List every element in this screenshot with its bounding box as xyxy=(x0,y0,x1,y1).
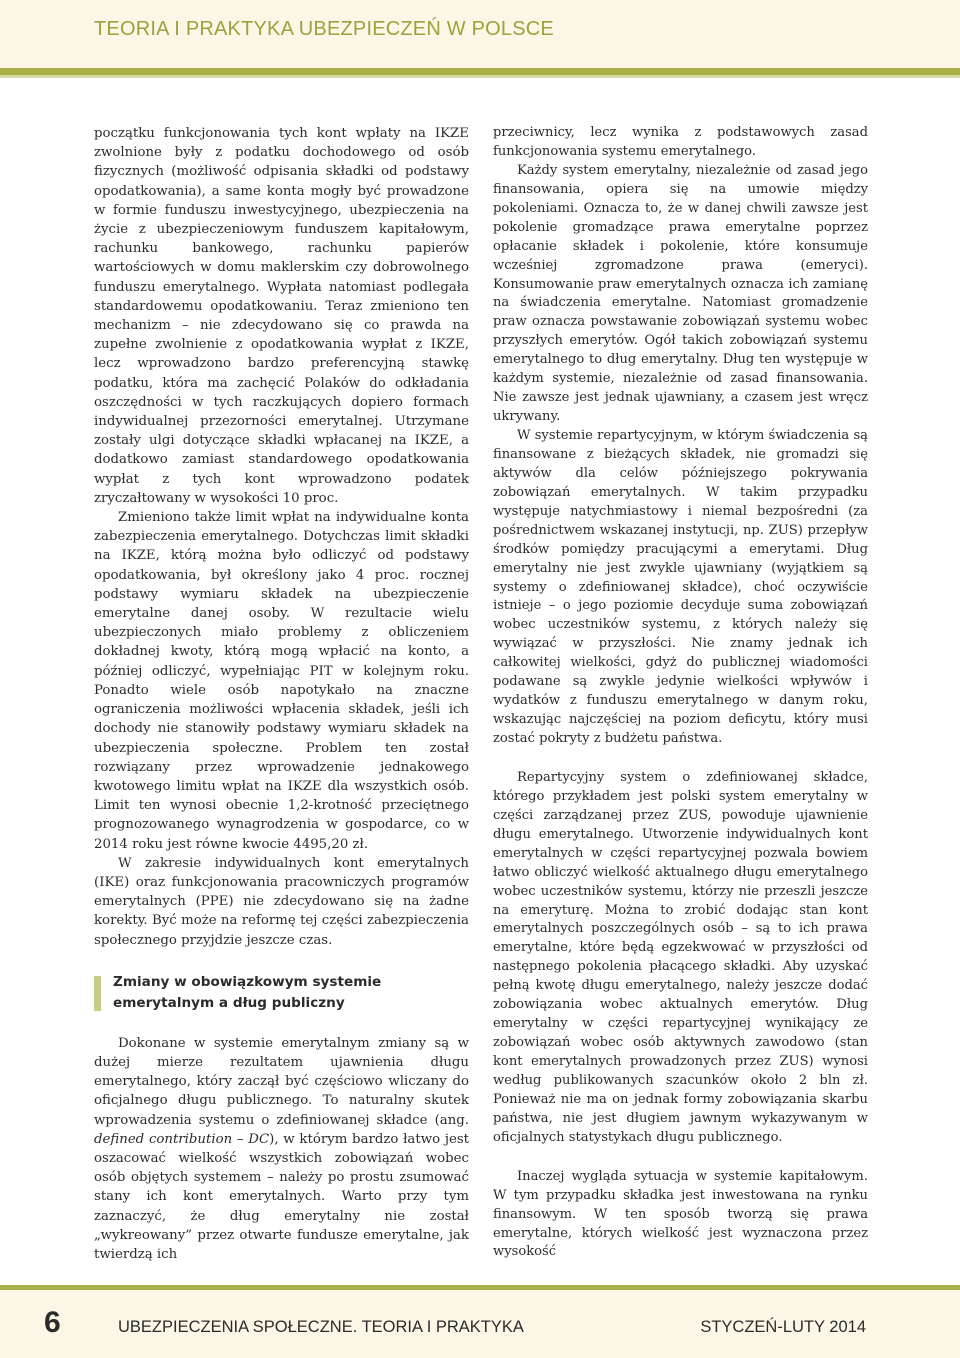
paragraph-text: Dokonane w systemie emerytalnym zmiany są w dużej mierze rezultatem ujawnienia długu emerytalnego, który zaczął być częściowo wliczany do oficjalnego długu publicznego. To naturalny skutek wprowadzenia systemu o zdefiniowanej składce (ang. xyxy=(94,1035,469,1128)
running-header-title: TEORIA I PRAKTYKA UBEZPIECZEŃ W POLSCE xyxy=(94,18,554,40)
issue-date: STYCZEŃ-LUTY 2014 xyxy=(700,1318,866,1336)
italic-term: defined contribution – DC xyxy=(94,1131,270,1147)
section-heading-text: Zmiany w obowiązkowym systemie emerytalnym a dług publiczny xyxy=(113,973,382,1011)
heading-accent-bar xyxy=(94,976,101,1011)
paragraph: W systemie repartycyjnym, w którym świadczenia są finansowane z bieżących składek, nie gromadzi się aktywów dla celów późniejszego pokrywania zobowiązań emerytalnych. W takim przypadku występuje natychmiastowy i niemal bezpośredni (za pośrednictwem wskazanej instytucji, np. ZUS) przepływ środków pomiędzy pracującymi a emerytami. Dług emerytalny nie jest zwykle ujawniany (wyjątkiem są systemy o zdefiniowanej składce), choć oczywiście istnieje – o jego poziomie decyduje suma zobowiązań wobec uczestników systemu, z których należy się wywiązać w przyszłości. Nie znamy jednak ich całkowitej wielkości, gdyż do publicznej wiadomości podawane są zwykle jedynie wielkości wpływów i wydatków z funduszu emerytalnego w danym roku, wskazując najczęściej na poziom deficytu, który musi zostać pokryty z budżetu państwa. xyxy=(493,428,868,746)
paragraph: W zakresie indywidualnych kont emerytalnych (IKE) oraz funkcjonowania pracowniczych programów emerytalnych (PPE) nie zdecydowano się na żadne korekty. Być może na reformę tej części zabezpieczenia społecznego przyjdzie jeszcze czas. xyxy=(94,855,469,948)
header-rule xyxy=(0,68,960,75)
right-column xyxy=(493,124,868,1262)
paragraph: Każdy system emerytalny, niezależnie od zasad jego finansowania, opiera się na umowie między pokoleniami. Oznacza to, że w danej chwili zawsze jest pokolenie gromadzące prawa emerytalne poprzez opłacanie składek i pokolenie, które konsumuje wcześniej zgromadzone prawa (emeryci). Konsumowanie praw emerytalnych oznacza ich zamianę na świadczenia emerytalne. Natomiast gromadzenie praw oznacza powstawanie zobowiązań systemu wobec przyszłych emerytów. Ogół takich zobowiązań systemu emerytalnego to dług emerytalny. Dług ten występuje w każdym systemie, niezależnie od zasad finansowania. Nie zawsze jest jednak ujawniany, a czasem jest wręcz ukrywany. xyxy=(493,162,868,425)
page-number: 6 xyxy=(44,1306,61,1339)
paragraph: początku funkcjonowania tych kont wpłaty na IKZE zwolnione były z podatku dochodowego od osób fizycznych (możliwość odpisania składki od podstawy opodatkowania), a same konta mogły być prowadzone w formie funduszu inwestycyjnego, ubezpieczenia na życie z ubezpieczeniowym funduszem kapitałowym, rachunku bankowego, rachunku papierów wartościowych w domu maklerskim czy dobrowolnego funduszu emerytalnego. Wypłata natomiast podlegała standardowemu opodatkowaniu. Teraz zmieniono ten mechanizm – nie zdecydowano się co prawda na zupełne zwolnienie z opodatkowania wypłat z IKZE, lecz wprowadzono bardzo preferencyjną stawkę podatku, która ma zachęcić Polaków do odkładania oszczędności w tych raczkujących dopiero formach indywidualnej przezorności emerytalnej. Utrzymane zostały ulgi dotyczące składki wpłacanej na IKZE, a dodatkowo zamiast standardowego opodatkowania wypłat z tych kont wprowadzono podatek zryczałtowany w wysokości 10 proc. xyxy=(94,126,469,506)
publication-title: UBEZPIECZENIA SPOŁECZNE. TEORIA I PRAKTYKA xyxy=(118,1318,524,1336)
paragraph xyxy=(94,1034,469,1264)
paragraph-text: ), w którym bardzo łatwo jest oszacować wielkość wszystkich zobowiązań wobec osób objętych systemem – należy po prostu zsumować stany ich kont emerytalnych. Warto przy tym zaznaczyć, że dług emerytalny nie został „wykreowany” przez otwarte fundusze emerytalne, jak twierdzą ich xyxy=(94,1131,469,1262)
paragraph: Inaczej wygląda sytuacja w systemie kapitałowym. W tym przypadku składka jest inwestowana na rynku finansowym. W ten sposób tworzą się prawa emerytalne, których wielkość jest wyznaczona przez wysokość xyxy=(493,1168,868,1260)
section-heading xyxy=(94,972,469,1014)
left-column xyxy=(94,124,469,1264)
paragraph: przeciwnicy, lecz wynika z podstawowych zasad funkcjonowania systemu emerytalnego. xyxy=(493,125,868,159)
paragraph: Repartycyjny system o zdefiniowanej składce, którego przykładem jest polski system emerytalny w części zarządzanej przez ZUS, powoduje ujawnienie długu emerytalnego. Utworzenie indywidualnych kont emerytalnych w części repartycyjnej pozwala bowiem łatwo obliczyć wielkość aktualnego długu emerytalnego wobec uczestników systemu, którzy nie przeszli jeszcze na emeryturę. Można to zrobić dodając stan kont emerytalnych poszczególnych osób – są to ich prawa emerytalne, które będą egzekwować w przyszłości od następnego pokolenia płacącego składki. Aby uzyskać pełną kwotę długu emerytalnego, należy jeszcze dodać zobowiązania wobec aktualnych emerytów. Dług emerytalny w części repartycyjnej wynikający ze zobowiązań wobec osób aktywnych zawodowo (stan kont emerytalnych prowadzonych przez ZUS) wynosi według publikowanych szacunków około 2 bln zł. Ponieważ nie ma on jednak formy zobowiązania skarbu państwa, nie jest długiem jawnym wykazywanym w oficjalnych statystykach długu publicznego. xyxy=(493,769,868,1145)
paragraph: Zmieniono także limit wpłat na indywidualne konta zabezpieczenia emerytalnego. Dotychczas limit składki na IKZE, którą można było odliczyć od podstawy opodatkowania, był określony jako 4 proc. rocznej podstawy wymiaru składek na ubezpieczenie emerytalne danej osoby. W rezultacie wielu ubezpieczonych miało problemy z obliczeniem dokładnej kwoty, którą mogą wpłacić na konto, a później odliczyć, wypełniając PIT w kolejnym roku. Ponadto wiele osób napotykało na znaczne ograniczenia możliwości wpłacenia składek, jeśli ich dochody nie stanowiły podstawy wymiaru składek na ubezpieczenia społeczne. Problem ten został rozwiązany przez wprowadzenie jednakowego kwotowego limitu wpłat na IKZE dla wszystkich osób. Limit ten wynosi obecnie 1,2-krotność przeciętnego prognozowanego wynagrodzenia w gospodarce, co w 2014 roku jest równe kwocie 4495,20 zł. xyxy=(94,510,469,852)
